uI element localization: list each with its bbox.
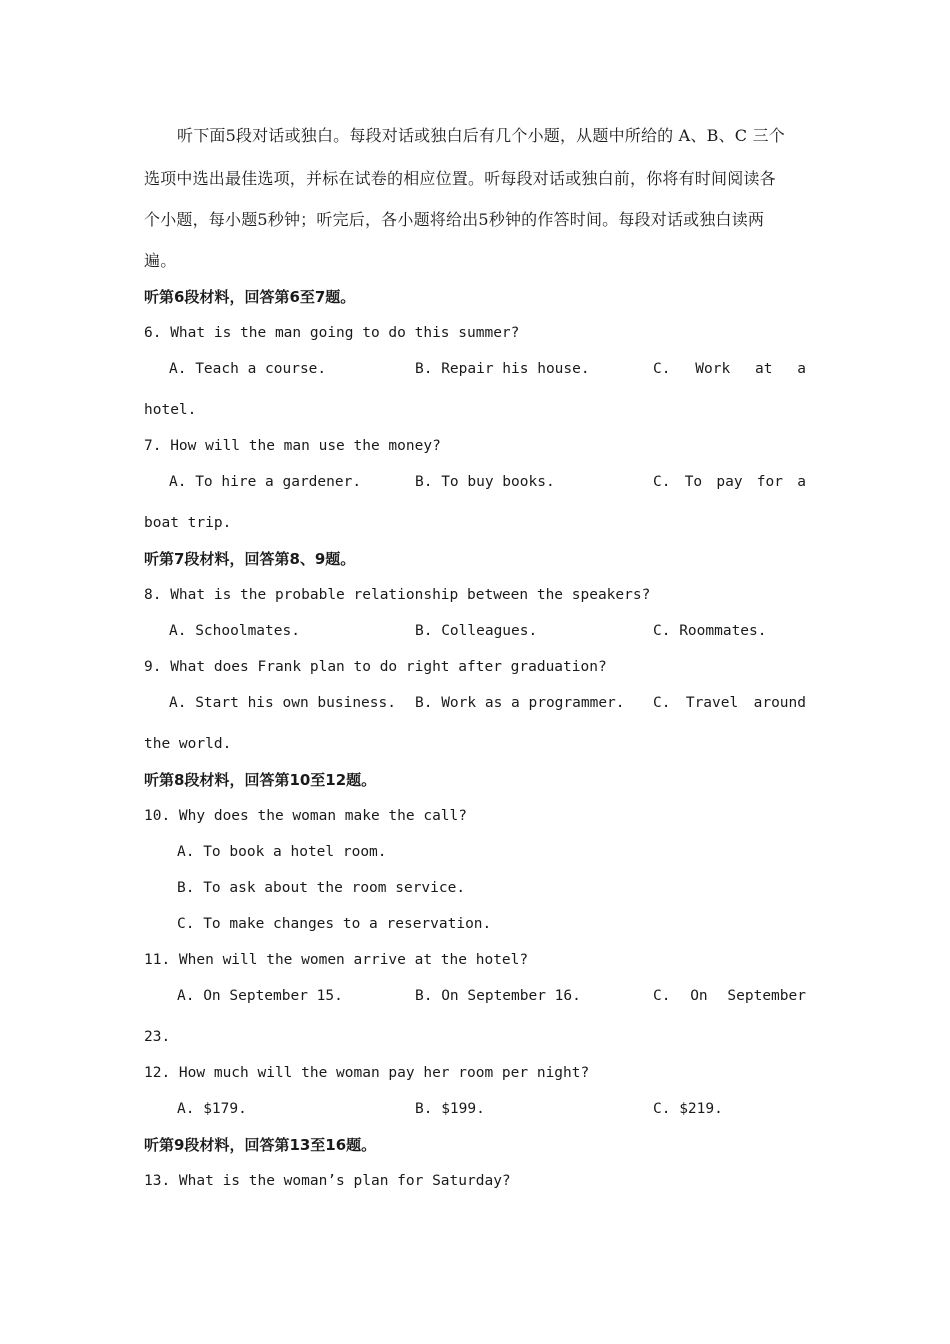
option-a[interactable]: A. To hire a gardener. [169, 474, 362, 490]
section-heading: 听第7段材料，回答第8、9题。 [144, 550, 356, 568]
question-stem: 11. When will the women arrive at the hotel? [144, 952, 529, 968]
option-a[interactable]: A. Teach a course. [169, 361, 327, 377]
section-heading: 听第6段材料，回答第6至7题。 [144, 288, 356, 306]
instructions-line-2: 选项中选出最佳选项，并标在试卷的相应位置。听每段对话或独白前，你将有时间阅读各 [144, 169, 776, 188]
option-a[interactable]: A. On September 15. [177, 988, 343, 1004]
option-c[interactable] [653, 691, 806, 715]
option-b[interactable]: B. Work as a programmer. [415, 695, 625, 711]
question-options [144, 619, 806, 643]
option-c[interactable] [653, 357, 806, 381]
section-heading: 听第8段材料，回答第10至12题。 [144, 771, 377, 789]
option-c-word: pay [716, 474, 743, 490]
option-c[interactable]: C. $219. [653, 1101, 723, 1117]
option-c-continued: 23. [144, 1029, 171, 1045]
section-heading: 听第9段材料，回答第13至16题。 [144, 1136, 377, 1154]
option-c-continued: the world. [144, 736, 232, 752]
question-options [144, 984, 806, 1008]
instructions-line-4: 遍。 [144, 251, 177, 270]
question-options [144, 470, 806, 494]
option-c-word: C. [653, 361, 671, 377]
option-b[interactable]: B. To buy books. [415, 474, 555, 490]
option-c-word: On [690, 988, 708, 1004]
option-a[interactable]: A. To book a hotel room. [177, 844, 387, 860]
option-b[interactable]: B. Repair his house. [415, 361, 590, 377]
option-c-word: Travel [685, 695, 739, 711]
question-stem: 7. How will the man use the money? [144, 438, 441, 454]
option-c-word: around [753, 695, 806, 711]
option-c-continued: hotel. [144, 402, 197, 418]
option-b[interactable]: B. $199. [415, 1101, 485, 1117]
instructions-line-1: 听下面5段对话或独白。每段对话或独白后有几个小题，从题中所给的 A、B、C 三个 [177, 126, 785, 145]
instructions-line-3: 个小题，每小题5秒钟；听完后，各小题将给出5秒钟的作答时间。每段对话或独白读两 [144, 210, 765, 229]
option-c-continued: boat trip. [144, 515, 232, 531]
option-c[interactable] [653, 984, 806, 1008]
question-stem: 13. What is the woman’s plan for Saturday? [144, 1173, 511, 1189]
question-stem: 6. What is the man going to do this summer? [144, 325, 520, 341]
option-c[interactable] [653, 470, 806, 494]
option-c-word: Work [695, 361, 731, 377]
option-a[interactable]: A. $179. [177, 1101, 247, 1117]
option-c-word: September [727, 988, 806, 1004]
option-c-word: for [756, 474, 783, 490]
option-c[interactable]: C. Roommates. [653, 623, 767, 639]
option-c[interactable]: C. To make changes to a reservation. [177, 916, 492, 932]
question-options [144, 357, 806, 381]
option-c-word: a [797, 361, 806, 377]
option-c-word: C. [653, 474, 671, 490]
question-stem: 9. What does Frank plan to do right after graduation? [144, 659, 607, 675]
question-stem: 10. Why does the woman make the call? [144, 808, 468, 824]
option-c-word: at [754, 361, 773, 377]
option-c-word: To [684, 474, 703, 490]
question-options [144, 1097, 806, 1121]
option-c-word: C. [653, 695, 671, 711]
question-stem: 8. What is the probable relationship between the speakers? [144, 587, 651, 603]
option-c-word: a [797, 474, 806, 490]
option-b[interactable]: B. To ask about the room service. [177, 880, 466, 896]
option-b[interactable]: B. Colleagues. [415, 623, 538, 639]
option-a[interactable]: A. Start his own business. [169, 695, 396, 711]
exam-page [144, 0, 806, 1344]
option-b[interactable]: B. On September 16. [415, 988, 581, 1004]
question-options [144, 691, 806, 715]
option-c-word: C. [653, 988, 671, 1004]
question-stem: 12. How much will the woman pay her room per night? [144, 1065, 590, 1081]
option-a[interactable]: A. Schoolmates. [169, 623, 300, 639]
